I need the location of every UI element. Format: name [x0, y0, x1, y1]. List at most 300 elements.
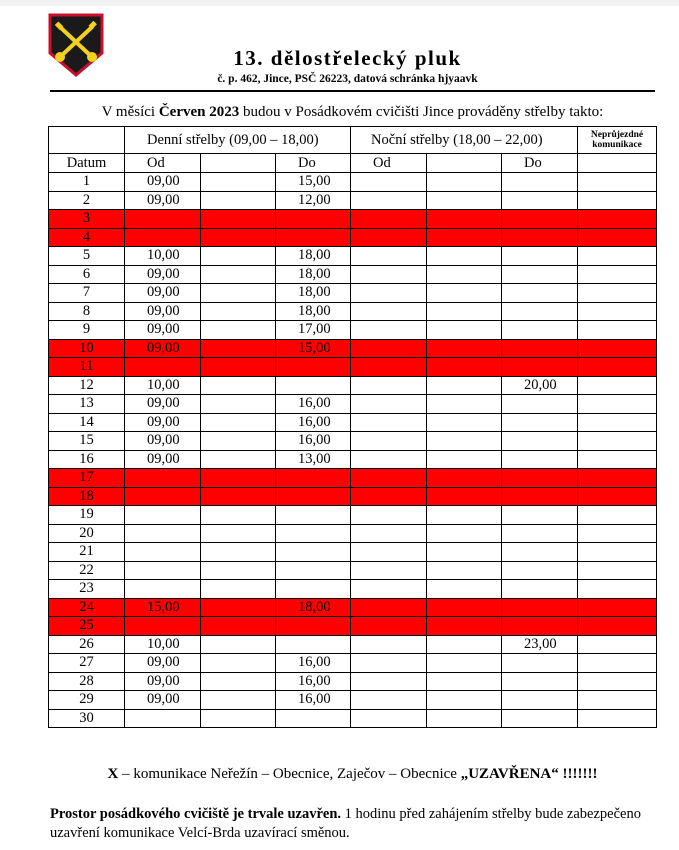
cell-roads: [578, 228, 657, 247]
cell-date: 2: [49, 191, 125, 210]
cell-day-to: 18,00: [276, 265, 351, 284]
cell-day-to: [276, 376, 351, 395]
cell-night-from: [351, 524, 427, 543]
cell-roads: [578, 247, 657, 266]
cell-roads: [578, 598, 657, 617]
cell-day-to: 16,00: [276, 395, 351, 414]
cell-date: 1: [49, 173, 125, 192]
table-row: [49, 450, 657, 469]
cell-night-to: [502, 395, 578, 414]
cell-night-from: [351, 191, 427, 210]
cell-day-from: 09,00: [125, 672, 201, 691]
cell-date: 30: [49, 709, 125, 728]
cell-day-mid: [201, 228, 276, 247]
cell-day-to: 16,00: [276, 691, 351, 710]
note-x: X: [107, 766, 119, 782]
table-row: [49, 395, 657, 414]
cell-night-from: [351, 543, 427, 562]
table-row: [49, 321, 657, 340]
cell-night-from: [351, 672, 427, 691]
cell-night-from: [351, 413, 427, 432]
road-closure-note: [50, 766, 655, 783]
cell-roads: [578, 395, 657, 414]
permanent-rest: 1 hodinu před zahájením střelby bude zabezpečeno uzavření komunikace Velcí-Brda uzavírací směnou.: [50, 806, 641, 841]
cell-night-mid: [427, 284, 502, 303]
cell-night-to: [502, 543, 578, 562]
header-roads: [578, 127, 657, 154]
table-row: [49, 339, 657, 358]
table-row: [49, 469, 657, 488]
cell-day-to: [276, 228, 351, 247]
cell-day-mid: [201, 173, 276, 192]
cell-day-mid: [201, 321, 276, 340]
cell-night-mid: [427, 395, 502, 414]
cell-roads: [578, 358, 657, 377]
cell-day-from: [125, 524, 201, 543]
cell-roads: [578, 543, 657, 562]
cell-night-to: [502, 450, 578, 469]
cell-day-to: [276, 709, 351, 728]
cell-night-from: [351, 432, 427, 451]
cell-night-from: [351, 691, 427, 710]
cell-night-to: [502, 302, 578, 321]
cell-day-mid: [201, 654, 276, 673]
cell-roads: [578, 413, 657, 432]
cell-night-to: [502, 358, 578, 377]
cell-day-to: 18,00: [276, 284, 351, 303]
cell-day-mid: [201, 469, 276, 488]
cell-roads: [578, 709, 657, 728]
cell-day-from: [125, 210, 201, 229]
cell-day-from: 09,00: [125, 432, 201, 451]
table-row: [49, 598, 657, 617]
header-row-groups: [49, 127, 657, 154]
table-row: [49, 691, 657, 710]
cell-day-from: 09,00: [125, 691, 201, 710]
cell-night-from: [351, 635, 427, 654]
note-text: – komunikace Neřežín – Obecnice, Zaječov – Obecnice: [118, 766, 461, 782]
cell-day-to: [276, 506, 351, 525]
cell-roads: [578, 339, 657, 358]
cell-night-from: [351, 358, 427, 377]
cell-night-from: [351, 228, 427, 247]
cell-day-to: 13,00: [276, 450, 351, 469]
permanent-closure-paragraph: [50, 805, 650, 843]
cell-date: 23: [49, 580, 125, 599]
cell-night-to: [502, 210, 578, 229]
cell-day-mid: [201, 598, 276, 617]
top-bar: [0, 0, 679, 6]
cell-date: 16: [49, 450, 125, 469]
cell-day-to: 16,00: [276, 432, 351, 451]
cell-date: 21: [49, 543, 125, 562]
cell-night-mid: [427, 247, 502, 266]
cell-day-from: 09,00: [125, 173, 201, 192]
header-empty: [49, 127, 125, 154]
table-row: [49, 580, 657, 599]
cell-date: 18: [49, 487, 125, 506]
cell-night-to: [502, 284, 578, 303]
cell-night-from: [351, 284, 427, 303]
cell-night-to: [502, 469, 578, 488]
cell-day-from: 09,00: [125, 339, 201, 358]
cell-day-to: [276, 635, 351, 654]
page-title: 13. dělostřelecký pluk: [233, 46, 462, 70]
cell-night-to: [502, 561, 578, 580]
cell-night-from: [351, 339, 427, 358]
cell-date: 11: [49, 358, 125, 377]
cell-night-to: [502, 228, 578, 247]
cell-night-to: [502, 191, 578, 210]
cell-night-to: [502, 709, 578, 728]
header-day-group: Denní střelby (09,00 – 18,00): [125, 127, 351, 154]
cell-roads: [578, 672, 657, 691]
table-row: [49, 487, 657, 506]
cell-night-mid: [427, 672, 502, 691]
cell-day-mid: [201, 210, 276, 229]
intro-sentence: [50, 104, 655, 121]
cell-day-to: [276, 524, 351, 543]
cell-night-to: [502, 339, 578, 358]
cell-day-from: 09,00: [125, 654, 201, 673]
cell-day-from: 10,00: [125, 635, 201, 654]
cell-night-mid: [427, 450, 502, 469]
cell-day-to: [276, 487, 351, 506]
cell-night-to: [502, 413, 578, 432]
cell-day-from: [125, 617, 201, 636]
cell-day-to: 15,00: [276, 173, 351, 192]
cell-roads: [578, 450, 657, 469]
cell-day-from: 09,00: [125, 265, 201, 284]
cell-night-from: [351, 450, 427, 469]
cell-night-mid: [427, 265, 502, 284]
cell-day-mid: [201, 413, 276, 432]
cell-day-mid: [201, 339, 276, 358]
cell-night-mid: [427, 432, 502, 451]
cell-night-mid: [427, 561, 502, 580]
cell-roads: [578, 635, 657, 654]
cell-day-mid: [201, 284, 276, 303]
address-line: č. p. 462, Jince, PSČ 26223, datová schránka hjyaavk: [217, 73, 478, 85]
cell-night-to: [502, 524, 578, 543]
cell-night-to: [502, 691, 578, 710]
cell-day-to: 12,00: [276, 191, 351, 210]
cell-day-from: 09,00: [125, 191, 201, 210]
cell-date: 8: [49, 302, 125, 321]
cell-day-mid: [201, 376, 276, 395]
cell-night-mid: [427, 580, 502, 599]
cell-roads: [578, 191, 657, 210]
cell-night-to: [502, 580, 578, 599]
cell-night-to: 20,00: [502, 376, 578, 395]
table-row: [49, 265, 657, 284]
cell-day-from: [125, 469, 201, 488]
cell-roads: [578, 561, 657, 580]
cell-night-mid: [427, 413, 502, 432]
cell-night-to: [502, 617, 578, 636]
cell-night-from: [351, 654, 427, 673]
table-row: [49, 543, 657, 562]
header-night-from: Od: [351, 154, 427, 173]
table-row: [49, 654, 657, 673]
cell-day-mid: [201, 191, 276, 210]
cell-night-from: [351, 469, 427, 488]
cell-day-from: 10,00: [125, 376, 201, 395]
table-row: [49, 191, 657, 210]
table-row: [49, 709, 657, 728]
table-row: [49, 432, 657, 451]
table-row: [49, 376, 657, 395]
cell-day-mid: [201, 635, 276, 654]
cell-day-mid: [201, 265, 276, 284]
cell-night-mid: [427, 321, 502, 340]
cell-night-mid: [427, 506, 502, 525]
cell-night-mid: [427, 376, 502, 395]
cell-night-mid: [427, 543, 502, 562]
cell-day-from: 09,00: [125, 413, 201, 432]
cell-date: 17: [49, 469, 125, 488]
cell-day-mid: [201, 487, 276, 506]
cell-day-from: 09,00: [125, 284, 201, 303]
cell-day-to: 16,00: [276, 654, 351, 673]
header-night-group: Noční střelby (18,00 – 22,00): [351, 127, 578, 154]
cell-date: 9: [49, 321, 125, 340]
cell-night-to: [502, 654, 578, 673]
cell-day-mid: [201, 709, 276, 728]
schedule-table: [48, 126, 657, 728]
cell-roads: [578, 524, 657, 543]
cell-day-to: [276, 617, 351, 636]
cell-date: 26: [49, 635, 125, 654]
cell-roads: [578, 617, 657, 636]
cell-night-from: [351, 580, 427, 599]
cell-day-mid: [201, 395, 276, 414]
header-roads-empty: [578, 154, 657, 173]
cell-day-to: [276, 561, 351, 580]
cell-roads: [578, 284, 657, 303]
table-row: [49, 617, 657, 636]
cell-day-mid: [201, 561, 276, 580]
cell-roads: [578, 265, 657, 284]
cell-night-mid: [427, 487, 502, 506]
cell-night-mid: [427, 469, 502, 488]
cell-day-to: 18,00: [276, 302, 351, 321]
table-row: [49, 524, 657, 543]
cell-night-mid: [427, 598, 502, 617]
cell-roads: [578, 210, 657, 229]
cell-night-mid: [427, 210, 502, 229]
table-row: [49, 284, 657, 303]
cell-roads: [578, 302, 657, 321]
cell-night-from: [351, 302, 427, 321]
cell-date: 29: [49, 691, 125, 710]
cell-night-from: [351, 561, 427, 580]
table-row: [49, 672, 657, 691]
cell-night-mid: [427, 302, 502, 321]
cell-night-to: [502, 598, 578, 617]
cell-date: 24: [49, 598, 125, 617]
cell-date: 22: [49, 561, 125, 580]
cell-roads: [578, 173, 657, 192]
cell-date: 15: [49, 432, 125, 451]
cell-night-to: [502, 321, 578, 340]
cell-day-to: [276, 469, 351, 488]
cell-day-mid: [201, 524, 276, 543]
cell-date: 5: [49, 247, 125, 266]
cell-day-to: [276, 543, 351, 562]
cell-roads: [578, 376, 657, 395]
table-row: [49, 506, 657, 525]
cell-night-to: [502, 506, 578, 525]
cell-day-mid: [201, 247, 276, 266]
cell-day-mid: [201, 543, 276, 562]
cell-night-to: [502, 672, 578, 691]
cell-night-to: [502, 487, 578, 506]
cell-day-from: 09,00: [125, 395, 201, 414]
cell-night-from: [351, 210, 427, 229]
cell-day-from: [125, 580, 201, 599]
cell-day-mid: [201, 691, 276, 710]
cell-date: 10: [49, 339, 125, 358]
cell-night-mid: [427, 691, 502, 710]
cell-date: 19: [49, 506, 125, 525]
cell-night-from: [351, 506, 427, 525]
cell-day-to: [276, 358, 351, 377]
header-night-to: Do: [502, 154, 578, 173]
table-row: [49, 561, 657, 580]
cell-night-mid: [427, 173, 502, 192]
table-row: [49, 210, 657, 229]
cell-roads: [578, 580, 657, 599]
cell-date: 7: [49, 284, 125, 303]
cell-night-mid: [427, 524, 502, 543]
intro-before: V měsíci: [101, 104, 159, 120]
cell-day-to: 17,00: [276, 321, 351, 340]
cell-day-from: [125, 543, 201, 562]
table-row: [49, 413, 657, 432]
cell-night-from: [351, 598, 427, 617]
cell-roads: [578, 321, 657, 340]
cell-night-to: 23,00: [502, 635, 578, 654]
cell-night-to: [502, 265, 578, 284]
cell-day-to: 15,00: [276, 339, 351, 358]
cell-day-from: [125, 561, 201, 580]
cell-night-mid: [427, 617, 502, 636]
cell-date: 4: [49, 228, 125, 247]
cell-day-mid: [201, 450, 276, 469]
cell-night-from: [351, 709, 427, 728]
cell-night-to: [502, 247, 578, 266]
cell-night-mid: [427, 358, 502, 377]
table-row: [49, 358, 657, 377]
intro-month: Červen 2023: [158, 104, 240, 120]
cell-night-mid: [427, 635, 502, 654]
cell-roads: [578, 654, 657, 673]
cell-day-to: 18,00: [276, 598, 351, 617]
cell-night-from: [351, 265, 427, 284]
cell-day-from: 09,00: [125, 321, 201, 340]
header-roads-line1: Neprůjezdné: [590, 130, 644, 140]
cell-day-from: [125, 228, 201, 247]
cell-day-from: [125, 358, 201, 377]
cell-night-from: [351, 173, 427, 192]
cell-night-mid: [427, 191, 502, 210]
cell-day-from: [125, 709, 201, 728]
cell-roads: [578, 487, 657, 506]
header-night-mid: [427, 154, 502, 173]
cell-day-from: [125, 506, 201, 525]
header-day-from: Od: [125, 154, 201, 173]
cell-night-from: [351, 321, 427, 340]
cell-night-from: [351, 376, 427, 395]
note-closed: „UZAVŘENA“ !!!!!!!: [460, 766, 598, 782]
header-row-columns: [49, 154, 657, 173]
cell-day-mid: [201, 432, 276, 451]
cell-day-mid: [201, 358, 276, 377]
cell-roads: [578, 469, 657, 488]
cell-night-mid: [427, 709, 502, 728]
cell-night-from: [351, 247, 427, 266]
cell-day-to: [276, 580, 351, 599]
cell-roads: [578, 432, 657, 451]
cell-day-mid: [201, 302, 276, 321]
cell-night-mid: [427, 228, 502, 247]
cell-date: 20: [49, 524, 125, 543]
cell-night-to: [502, 432, 578, 451]
cell-roads: [578, 691, 657, 710]
intro-after: budou v Posádkovém cvičišti Jince prováděny střelby takto:: [239, 104, 604, 120]
cell-day-from: [125, 487, 201, 506]
table-row: [49, 247, 657, 266]
cell-date: 13: [49, 395, 125, 414]
cell-day-from: 09,00: [125, 450, 201, 469]
cell-date: 6: [49, 265, 125, 284]
cell-day-to: 18,00: [276, 247, 351, 266]
cell-day-from: 09,00: [125, 302, 201, 321]
cell-night-from: [351, 487, 427, 506]
table-row: [49, 635, 657, 654]
cell-date: 25: [49, 617, 125, 636]
cell-day-from: 15,00: [125, 598, 201, 617]
cell-day-mid: [201, 580, 276, 599]
permanent-bold: Prostor posádkového cvičiště je trvale uzavřen.: [50, 806, 342, 822]
cell-day-to: 16,00: [276, 413, 351, 432]
cell-day-to: [276, 210, 351, 229]
crossed-cannons-shield-icon: [48, 13, 104, 77]
cell-date: 12: [49, 376, 125, 395]
header-roads-line2: komunikace: [592, 140, 642, 150]
cell-night-mid: [427, 654, 502, 673]
header-day-to: Do: [276, 154, 351, 173]
cell-day-mid: [201, 672, 276, 691]
table-row: [49, 228, 657, 247]
header-date: Datum: [49, 154, 125, 173]
table-row: [49, 302, 657, 321]
header-divider: [50, 90, 655, 92]
cell-night-from: [351, 617, 427, 636]
cell-date: 14: [49, 413, 125, 432]
cell-date: 3: [49, 210, 125, 229]
cell-date: 27: [49, 654, 125, 673]
cell-day-mid: [201, 617, 276, 636]
cell-day-to: 16,00: [276, 672, 351, 691]
cell-date: 28: [49, 672, 125, 691]
cell-day-mid: [201, 506, 276, 525]
cell-night-from: [351, 395, 427, 414]
cell-roads: [578, 506, 657, 525]
cell-night-to: [502, 173, 578, 192]
cell-day-from: 10,00: [125, 247, 201, 266]
